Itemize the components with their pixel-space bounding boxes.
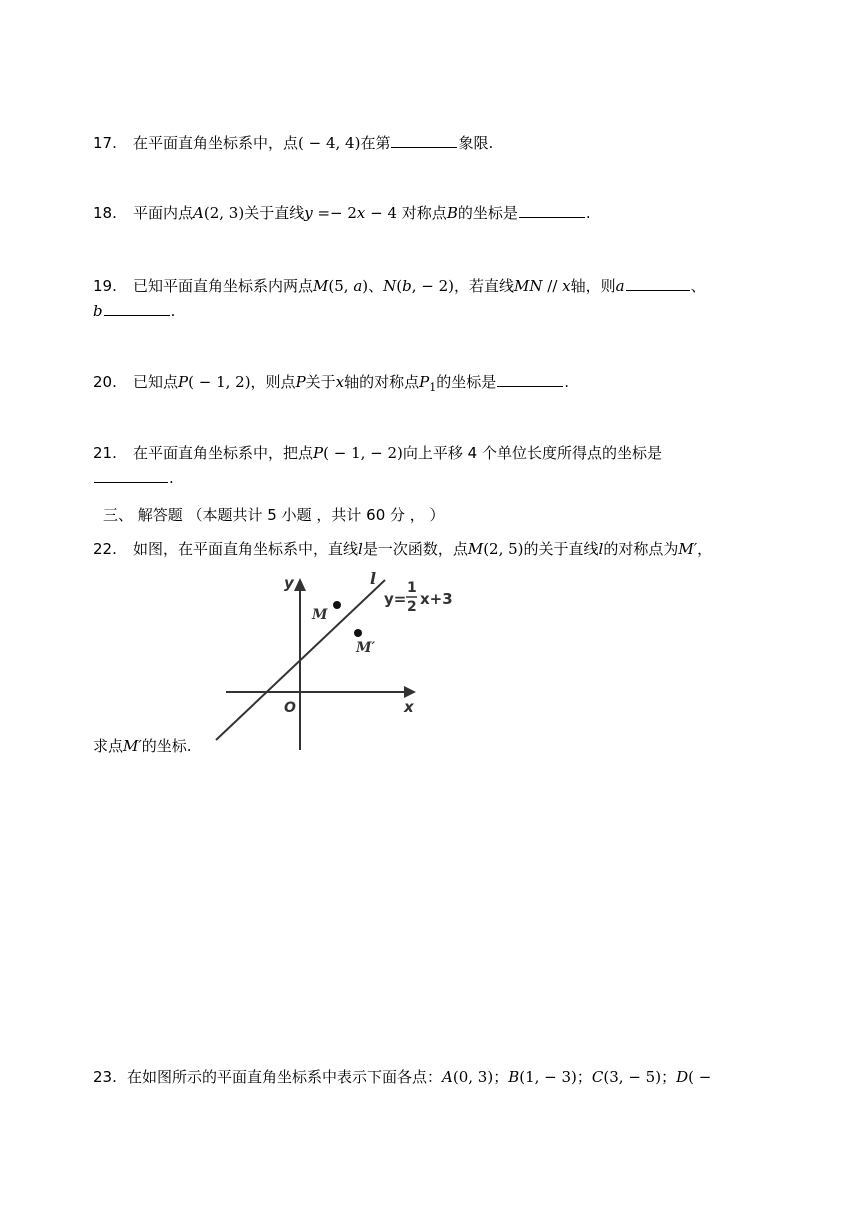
equation-denominator: 2	[407, 599, 417, 615]
question-text: 、	[690, 277, 706, 295]
point-m-label: M	[312, 607, 328, 623]
question-text: 求点	[93, 737, 124, 755]
math-var: l	[358, 540, 363, 558]
math-var: x	[356, 204, 366, 222]
origin-label: O	[284, 700, 296, 716]
question-text: 的坐标是	[457, 204, 518, 222]
math-var: l	[598, 540, 604, 558]
question-number: 21.	[93, 444, 117, 462]
line-l-label: l	[370, 569, 377, 588]
question-text: 向上平移 4 个单位长度所得点的坐标是	[402, 444, 662, 462]
question-text: 在第	[360, 134, 391, 152]
question-text: .	[564, 373, 570, 391]
answer-blank[interactable]	[497, 372, 563, 387]
question-number: 18.	[93, 204, 117, 222]
question-text: 在平面直角坐标系中，把点	[133, 444, 314, 462]
math-var: M′	[678, 540, 698, 558]
question-text: 如图，在平面直角坐标系中，直线	[133, 540, 359, 558]
question-text: 已知点	[133, 373, 179, 391]
math-expr: )	[362, 277, 369, 295]
question-text: ，	[697, 540, 713, 558]
math-var: P	[295, 373, 306, 391]
question-text: 象限.	[458, 134, 494, 152]
question-text: 关于	[305, 373, 336, 391]
section-heading	[103, 505, 445, 525]
answer-blank[interactable]	[104, 301, 170, 316]
question-22	[93, 539, 712, 559]
question-text: 平面内点	[133, 204, 194, 222]
math-expr: =− 2	[312, 204, 357, 222]
point-m	[333, 601, 341, 609]
coordinate-figure	[210, 566, 470, 756]
equation-numerator: 1	[407, 580, 417, 596]
math-expr: (3, − 5)	[603, 1068, 662, 1086]
question-text: .	[170, 302, 176, 320]
question-text: 关于直线	[244, 204, 305, 222]
question-text: 对称点	[401, 204, 447, 222]
math-var: P	[313, 444, 324, 462]
math-var: M	[313, 277, 329, 295]
question-17	[93, 133, 493, 153]
question-23	[93, 1067, 711, 1087]
math-var: M′	[123, 737, 142, 755]
question-text: 是一次函数，点	[362, 540, 468, 558]
question-number: 19.	[93, 277, 117, 295]
math-expr: ( − 1, − 2)	[323, 444, 403, 462]
question-text: 的对称点为	[603, 540, 679, 558]
math-expr: (	[396, 277, 403, 295]
answer-blank[interactable]	[391, 133, 457, 148]
math-subscript: 1	[429, 381, 437, 394]
math-var: a	[353, 277, 363, 295]
question-text: ，则点	[250, 373, 296, 391]
x-axis-label: x	[404, 698, 414, 716]
question-text: 已知平面直角坐标系内两点	[133, 277, 314, 295]
math-var: b	[93, 302, 103, 320]
math-var: M	[467, 540, 484, 558]
question-text: .	[169, 469, 174, 487]
math-expr: − 4	[365, 204, 402, 222]
question-number: 20.	[93, 373, 117, 391]
math-expr: , − 2)	[411, 277, 455, 295]
question-19	[93, 276, 706, 296]
question-text: 的坐标.	[141, 737, 192, 755]
question-text: 在平面直角坐标系中，点	[133, 134, 299, 152]
math-expr: (0, 3)	[452, 1068, 494, 1086]
math-expr: (2, 5)	[483, 540, 524, 558]
question-number: 22.	[93, 540, 117, 558]
question-18	[93, 203, 591, 223]
question-20	[93, 372, 569, 398]
math-var: a	[615, 277, 625, 295]
math-var: b	[402, 277, 412, 295]
math-var: N	[383, 277, 397, 295]
math-var: D	[676, 1068, 689, 1086]
math-expr: (2, 3)	[203, 204, 245, 222]
question-text: 轴，则	[570, 277, 616, 295]
math-expr: ( − 1, 2)	[188, 373, 251, 391]
y-axis-arrow-icon	[294, 578, 306, 591]
question-19-cont	[93, 301, 175, 321]
question-text: .	[585, 204, 591, 222]
question-text: 的坐标是	[436, 373, 497, 391]
math-var: y	[304, 204, 313, 222]
equation-lhs: y=	[384, 590, 407, 608]
equation-rhs: x+3	[420, 590, 453, 608]
x-axis-arrow-icon	[404, 686, 416, 698]
math-expr: //	[542, 277, 563, 295]
answer-blank[interactable]	[626, 276, 690, 291]
question-text: 的关于直线	[523, 540, 599, 558]
point-m-prime-label: M′	[356, 640, 376, 656]
question-text: ；	[576, 1068, 592, 1086]
question-number: 23.	[93, 1068, 117, 1086]
question-text: ；	[493, 1068, 509, 1086]
answer-blank[interactable]	[519, 203, 585, 218]
math-var: x	[562, 277, 571, 295]
math-var: A	[442, 1068, 453, 1086]
math-var: MN	[514, 277, 543, 295]
question-21-cont	[93, 468, 174, 488]
question-22-cont	[93, 736, 192, 756]
math-expr: ( −	[688, 1068, 712, 1086]
question-text: 在如图所示的平面直角坐标系中表示下面各点：	[127, 1068, 443, 1086]
math-var: x	[335, 373, 345, 391]
math-point: ( − 4, 4)	[298, 134, 361, 152]
question-text: ；	[661, 1068, 677, 1086]
math-var: P	[178, 373, 189, 391]
math-var: A	[193, 204, 204, 222]
section-title: 三、 解答题 （本题共计 5 小题 ，共计 60 分 ， ）	[103, 506, 445, 524]
question-text: 、	[368, 277, 384, 295]
answer-blank[interactable]	[94, 468, 168, 483]
math-var: C	[591, 1068, 604, 1086]
point-m-prime	[354, 629, 362, 637]
question-text: 轴的对称点	[344, 373, 420, 391]
y-axis-label: y	[284, 574, 294, 592]
question-text: ，若直线	[454, 277, 515, 295]
math-expr: (5,	[328, 277, 354, 295]
math-var: B	[446, 204, 458, 222]
question-21	[93, 443, 662, 463]
math-expr: (1, − 3)	[519, 1068, 577, 1086]
math-var: B	[508, 1068, 520, 1086]
question-number: 17.	[93, 134, 117, 152]
math-var: P	[419, 373, 430, 391]
